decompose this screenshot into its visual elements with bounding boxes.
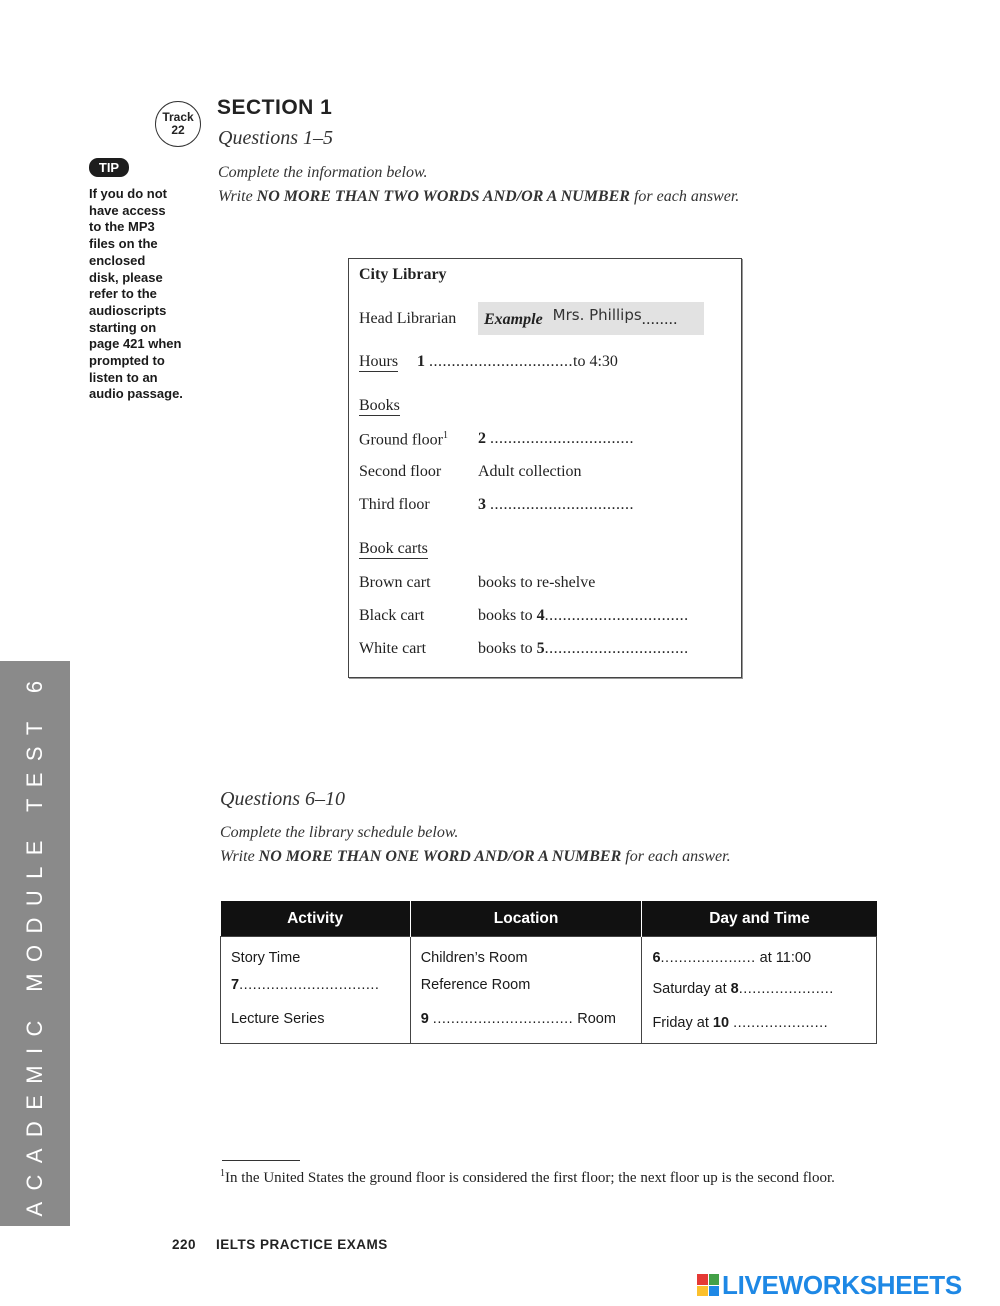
head-librarian-label: Head Librarian <box>359 310 457 327</box>
day-prefix: Friday at <box>652 1015 713 1031</box>
activity-lecture-series: Lecture Series <box>231 1011 325 1027</box>
page-number: 220 <box>172 1237 197 1252</box>
answer-blank[interactable]: ..................... <box>738 981 834 997</box>
location-reference-room: Reference Room <box>420 977 531 993</box>
tip-line: starting on <box>89 319 157 335</box>
logo-tile <box>697 1286 708 1297</box>
hours-label <box>359 353 398 371</box>
book-title: IELTS PRACTICE EXAMS <box>216 1237 388 1252</box>
column-header-activity: Activity <box>221 901 411 937</box>
location-room-suffix: Room <box>577 1011 616 1027</box>
questions-6-10-heading: Questions 6–10 <box>220 788 345 810</box>
tip-line: audioscripts <box>89 302 167 318</box>
instructions-2-line2 <box>220 848 731 866</box>
instr-post: for each answer. <box>621 848 731 865</box>
hours-label-text: Hours <box>359 353 399 370</box>
liveworksheets-icon <box>697 1274 719 1296</box>
location-cell <box>410 937 642 1044</box>
footnote-divider <box>222 1160 300 1161</box>
instructions-1-line2 <box>218 188 739 206</box>
answer-blank[interactable]: ................................ <box>429 353 573 370</box>
track-number: 22 <box>171 123 185 137</box>
activity-cell <box>221 937 411 1044</box>
question-number: 4 <box>536 607 545 624</box>
white-cart-prefix: books to <box>478 640 537 657</box>
logo-tile <box>697 1274 708 1285</box>
question-number: 2 <box>478 430 486 447</box>
page-footer <box>172 1237 388 1252</box>
answer-6-field[interactable] <box>652 945 866 976</box>
answer-5-field[interactable] <box>478 640 689 658</box>
book-carts-heading <box>359 540 428 558</box>
question-number: 10 <box>712 1015 730 1031</box>
tip-line: audio passage. <box>89 386 183 402</box>
library-schedule-table <box>220 901 877 1044</box>
black-cart-prefix: books to <box>478 607 537 624</box>
instructions-1-line1: Complete the information below. <box>218 164 428 181</box>
time-suffix: at 11:00 <box>759 950 812 966</box>
example-label: Example <box>484 311 543 328</box>
table-row <box>221 937 877 1044</box>
column-header-location: Location <box>410 901 642 937</box>
tip-badge-label: TIP <box>98 160 120 175</box>
answer-4-field[interactable] <box>478 607 689 625</box>
books-heading <box>359 397 400 415</box>
footnote <box>220 1165 840 1187</box>
tip-line: refer to the <box>89 286 157 302</box>
example-handwritten-value: Mrs. Phillips <box>552 306 642 324</box>
instr-pre: Write <box>220 848 259 865</box>
answer-blank[interactable]: ................................ <box>544 607 689 624</box>
second-floor-value: Adult collection <box>478 463 582 480</box>
answer-8-field[interactable] <box>652 976 866 1010</box>
day-prefix: Saturday at <box>652 981 731 997</box>
instructions-2-line1: Complete the library schedule below. <box>220 824 459 841</box>
answer-blank[interactable]: ..................... <box>733 1015 829 1031</box>
question-number: 8 <box>730 981 739 997</box>
question-number: 3 <box>478 496 486 513</box>
footnote-marker: 1 <box>220 1168 225 1179</box>
tip-line: page 421 when <box>89 336 182 352</box>
brown-cart-value: books to re-shelve <box>478 574 596 591</box>
logo-tile <box>709 1286 720 1297</box>
book-carts-heading-text: Book carts <box>359 540 428 557</box>
track-label: Track <box>162 110 194 124</box>
example-answer <box>484 306 678 329</box>
track-badge <box>155 101 201 147</box>
tip-badge <box>89 158 129 177</box>
instr-pre: Write <box>218 188 257 205</box>
questions-1-5-heading: Questions 1–5 <box>218 127 333 149</box>
question-number: 7 <box>231 977 240 993</box>
instr-bold: NO MORE THAN TWO WORDS AND/OR A NUMBER <box>256 188 630 205</box>
example-dots: ........ <box>641 311 678 328</box>
footnote-text: In the United States the ground floor is considered the first floor; the next floor up is the second floor. <box>225 1170 835 1186</box>
hours-suffix: to 4:30 <box>573 353 618 370</box>
tip-line: If you do not <box>89 186 167 201</box>
tip-text <box>89 186 201 403</box>
tip-line: disk, please <box>89 269 163 285</box>
tip-line: prompted to <box>89 353 165 369</box>
ground-floor-label <box>359 430 448 449</box>
liveworksheets-wordmark: LIVEWORKSHEETS <box>722 1269 962 1300</box>
day-time-cell <box>642 937 877 1044</box>
answer-2-field[interactable] <box>478 430 634 448</box>
table-header-row <box>221 901 877 937</box>
brown-cart-label: Brown cart <box>359 574 431 591</box>
city-library-title: City Library <box>359 266 447 283</box>
answer-7-field[interactable] <box>231 972 400 1006</box>
module-side-tab-label: ACADEMIC MODULE TEST 6 <box>22 669 47 1217</box>
answer-3-field[interactable] <box>478 496 634 514</box>
location-childrens-room: Children’s Room <box>420 950 528 966</box>
section-title: SECTION 1 <box>217 96 333 119</box>
column-header-day-time: Day and Time <box>642 901 877 937</box>
tip-line: listen to an <box>89 369 158 385</box>
tip-line: have access <box>89 202 166 218</box>
black-cart-label: Black cart <box>359 607 425 624</box>
answer-blank[interactable]: ............................... <box>432 1011 574 1027</box>
tip-line: to the MP3 <box>89 219 155 235</box>
footnote-ref: 1 <box>442 430 448 441</box>
white-cart-label: White cart <box>359 640 427 657</box>
question-number: 1 <box>417 353 425 370</box>
ground-floor-text: Ground floor <box>359 431 443 449</box>
answer-blank[interactable]: ................................ <box>490 496 634 513</box>
question-number: 6 <box>652 950 661 966</box>
logo-tile <box>709 1274 720 1285</box>
instr-post: for each answer. <box>629 188 740 205</box>
third-floor-label: Third floor <box>359 496 430 513</box>
second-floor-label: Second floor <box>359 463 442 480</box>
answer-blank[interactable]: ..................... <box>660 950 756 966</box>
activity-story-time: Story Time <box>231 950 301 966</box>
answer-1-field[interactable] <box>417 353 618 371</box>
liveworksheets-logo <box>697 1270 962 1300</box>
answer-blank[interactable]: ................................ <box>544 640 689 657</box>
answer-9-field[interactable] <box>421 1006 632 1033</box>
tip-line: enclosed <box>89 252 146 268</box>
answer-blank[interactable]: ................................ <box>490 430 634 447</box>
tip-line: files on the <box>89 236 158 252</box>
instr-bold: NO MORE THAN ONE WORD AND/OR A NUMBER <box>258 848 622 865</box>
question-number: 5 <box>536 640 545 657</box>
answer-blank[interactable]: ............................... <box>239 977 380 993</box>
answer-10-field[interactable] <box>652 1010 866 1037</box>
books-heading-text: Books <box>359 397 400 414</box>
question-number: 9 <box>420 1011 429 1027</box>
